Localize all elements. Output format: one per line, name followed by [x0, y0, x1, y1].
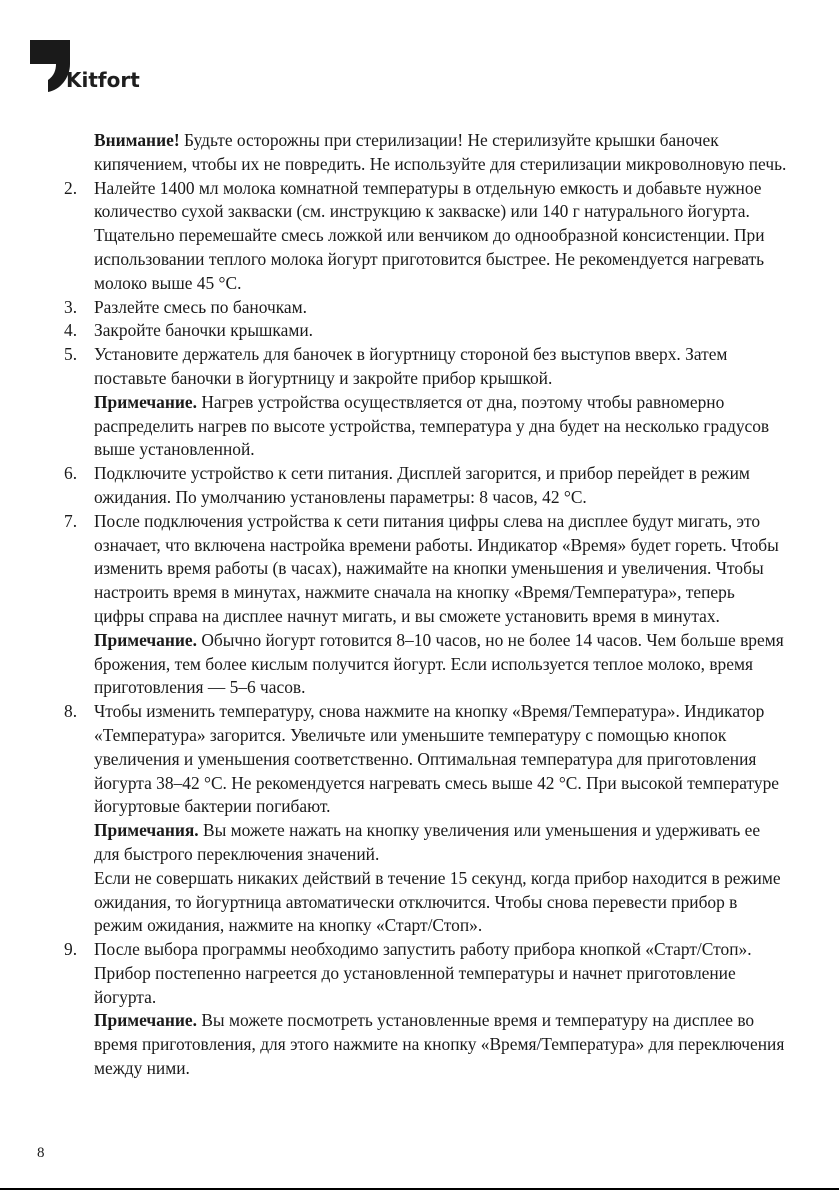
item-text: Закройте баночки крышками.	[94, 320, 313, 341]
note-label: Примечание.	[94, 1010, 197, 1031]
brand-name: Kitfort	[66, 68, 140, 92]
list-item	[48, 296, 788, 320]
note-label: Примечание.	[94, 391, 197, 412]
item-note	[94, 391, 788, 462]
note-text: Вы можете посмотреть установленные время и температуру на дисплее во время приготовления, для этого нажмите на кнопку «Время/Температура» для переключения между ними.	[94, 1010, 785, 1079]
item-note	[94, 629, 788, 700]
list-item	[48, 319, 788, 343]
item-note	[94, 819, 788, 867]
list-item	[48, 462, 788, 510]
list-item	[48, 510, 788, 700]
item-number: 8.	[64, 701, 78, 722]
warning-paragraph	[48, 129, 788, 177]
brand-logo	[30, 40, 180, 96]
item-text: Подключите устройство к сети питания. Дисплей загорится, и прибор перейдет в режим ожидания. По умолчанию установлены параметры: 8 часов, 42 °C.	[94, 463, 750, 507]
item-text: После подключения устройства к сети питания цифры слева на дисплее будут мигать, это означает, что включена настройка времени работы. Индикатор «Время» будет гореть. Чтобы изменить время работы (в часах), нажимайте на кнопки уменьшения и увеличения. Чтобы настроить время в минутах, нажмите сначала на кнопку «Время/Температура», теперь цифры справа на дисплее начнут мигать, и вы сможете установить время в минутах.	[94, 510, 779, 626]
note-label: Примечания.	[94, 820, 199, 841]
item-number: 5.	[64, 344, 78, 365]
note-text: Если не совершать никаких действий в течение 15 секунд, когда прибор находится в режиме ожидания, то йогуртница автоматически отключится. Чтобы снова перевести прибор в режим ожидания, нажмите на кнопку «Старт/Стоп».	[94, 867, 781, 936]
item-text: Чтобы изменить температуру, снова нажмите на кнопку «Время/Температура». Индикатор «Температура» загорится. Увеличьте или уменьшите температуру с помощью кнопок увеличения и уменьшения соответственно. Оптимальная температура для приготовления йогурта 38–42 °C. Не рекомендуется нагревать смесь выше 42 °C. При высокой температуре йогуртовые бактерии погибают.	[94, 701, 780, 817]
item-note	[94, 867, 788, 938]
note-text: Обычно йогурт готовится 8–10 часов, но не более 14 часов. Чем больше время брожения, тем более кислым получится йогурт. Если используется теплое молоко, время приготовления — 5–6 часов.	[94, 629, 784, 698]
warning-text: Будьте осторожны при стерилизации! Не стерилизуйте крышки баночек кипячением, чтобы их не повредить. Не используйте для стерилизации микроволновую печь.	[94, 130, 787, 174]
item-text: После выбора программы необходимо запустить работу прибора кнопкой «Старт/Стоп». Прибор постепенно нагреется до установленной температуры и начнет приготовление йогурта.	[94, 939, 752, 1007]
item-number: 2.	[64, 177, 78, 198]
list-item	[48, 700, 788, 938]
note-text: Нагрев устройства осуществляется от дна, поэтому чтобы равномерно распределить нагрев по высоте устройства, температура у дна будет на несколько градусов выше установленной.	[94, 391, 770, 460]
item-note	[94, 1009, 788, 1080]
item-text: Разлейте смесь по баночкам.	[94, 296, 307, 317]
item-text: Установите держатель для баночек в йогуртницу стороной без выступов вверх. Затем поставьте баночки в йогуртницу и закройте прибор крышкой.	[94, 344, 728, 388]
kitfort-flag-logo-icon	[30, 40, 70, 92]
instructions-content	[48, 129, 788, 1081]
item-number: 4.	[64, 320, 78, 341]
warning-label: Внимание!	[94, 130, 180, 150]
item-number: 9.	[64, 939, 78, 960]
item-number: 7.	[64, 510, 78, 531]
list-item	[48, 177, 788, 296]
page-number: 8	[37, 1145, 45, 1161]
bottom-rule	[0, 1188, 839, 1190]
list-item	[48, 343, 788, 462]
list-item	[48, 938, 788, 1081]
item-number: 3.	[64, 296, 78, 317]
item-number: 6.	[64, 463, 78, 484]
note-text: Вы можете нажать на кнопку увеличения или уменьшения и удерживать ее для быстрого переключения значений.	[94, 820, 761, 864]
instruction-list	[48, 177, 788, 1081]
item-text: Налейте 1400 мл молока комнатной температуры в отдельную емкость и добавьте нужное количество сухой закваски (см. инструкцию к закваске) или 140 г натурального йогурта. Тщательно перемешайте смесь ложкой или венчиком до однообразной консистенции. При использовании теплого молока йогурт приготовится быстрее. Не рекомендуется нагревать молоко выше 45 °C.	[94, 177, 765, 293]
note-label: Примечание.	[94, 629, 197, 650]
